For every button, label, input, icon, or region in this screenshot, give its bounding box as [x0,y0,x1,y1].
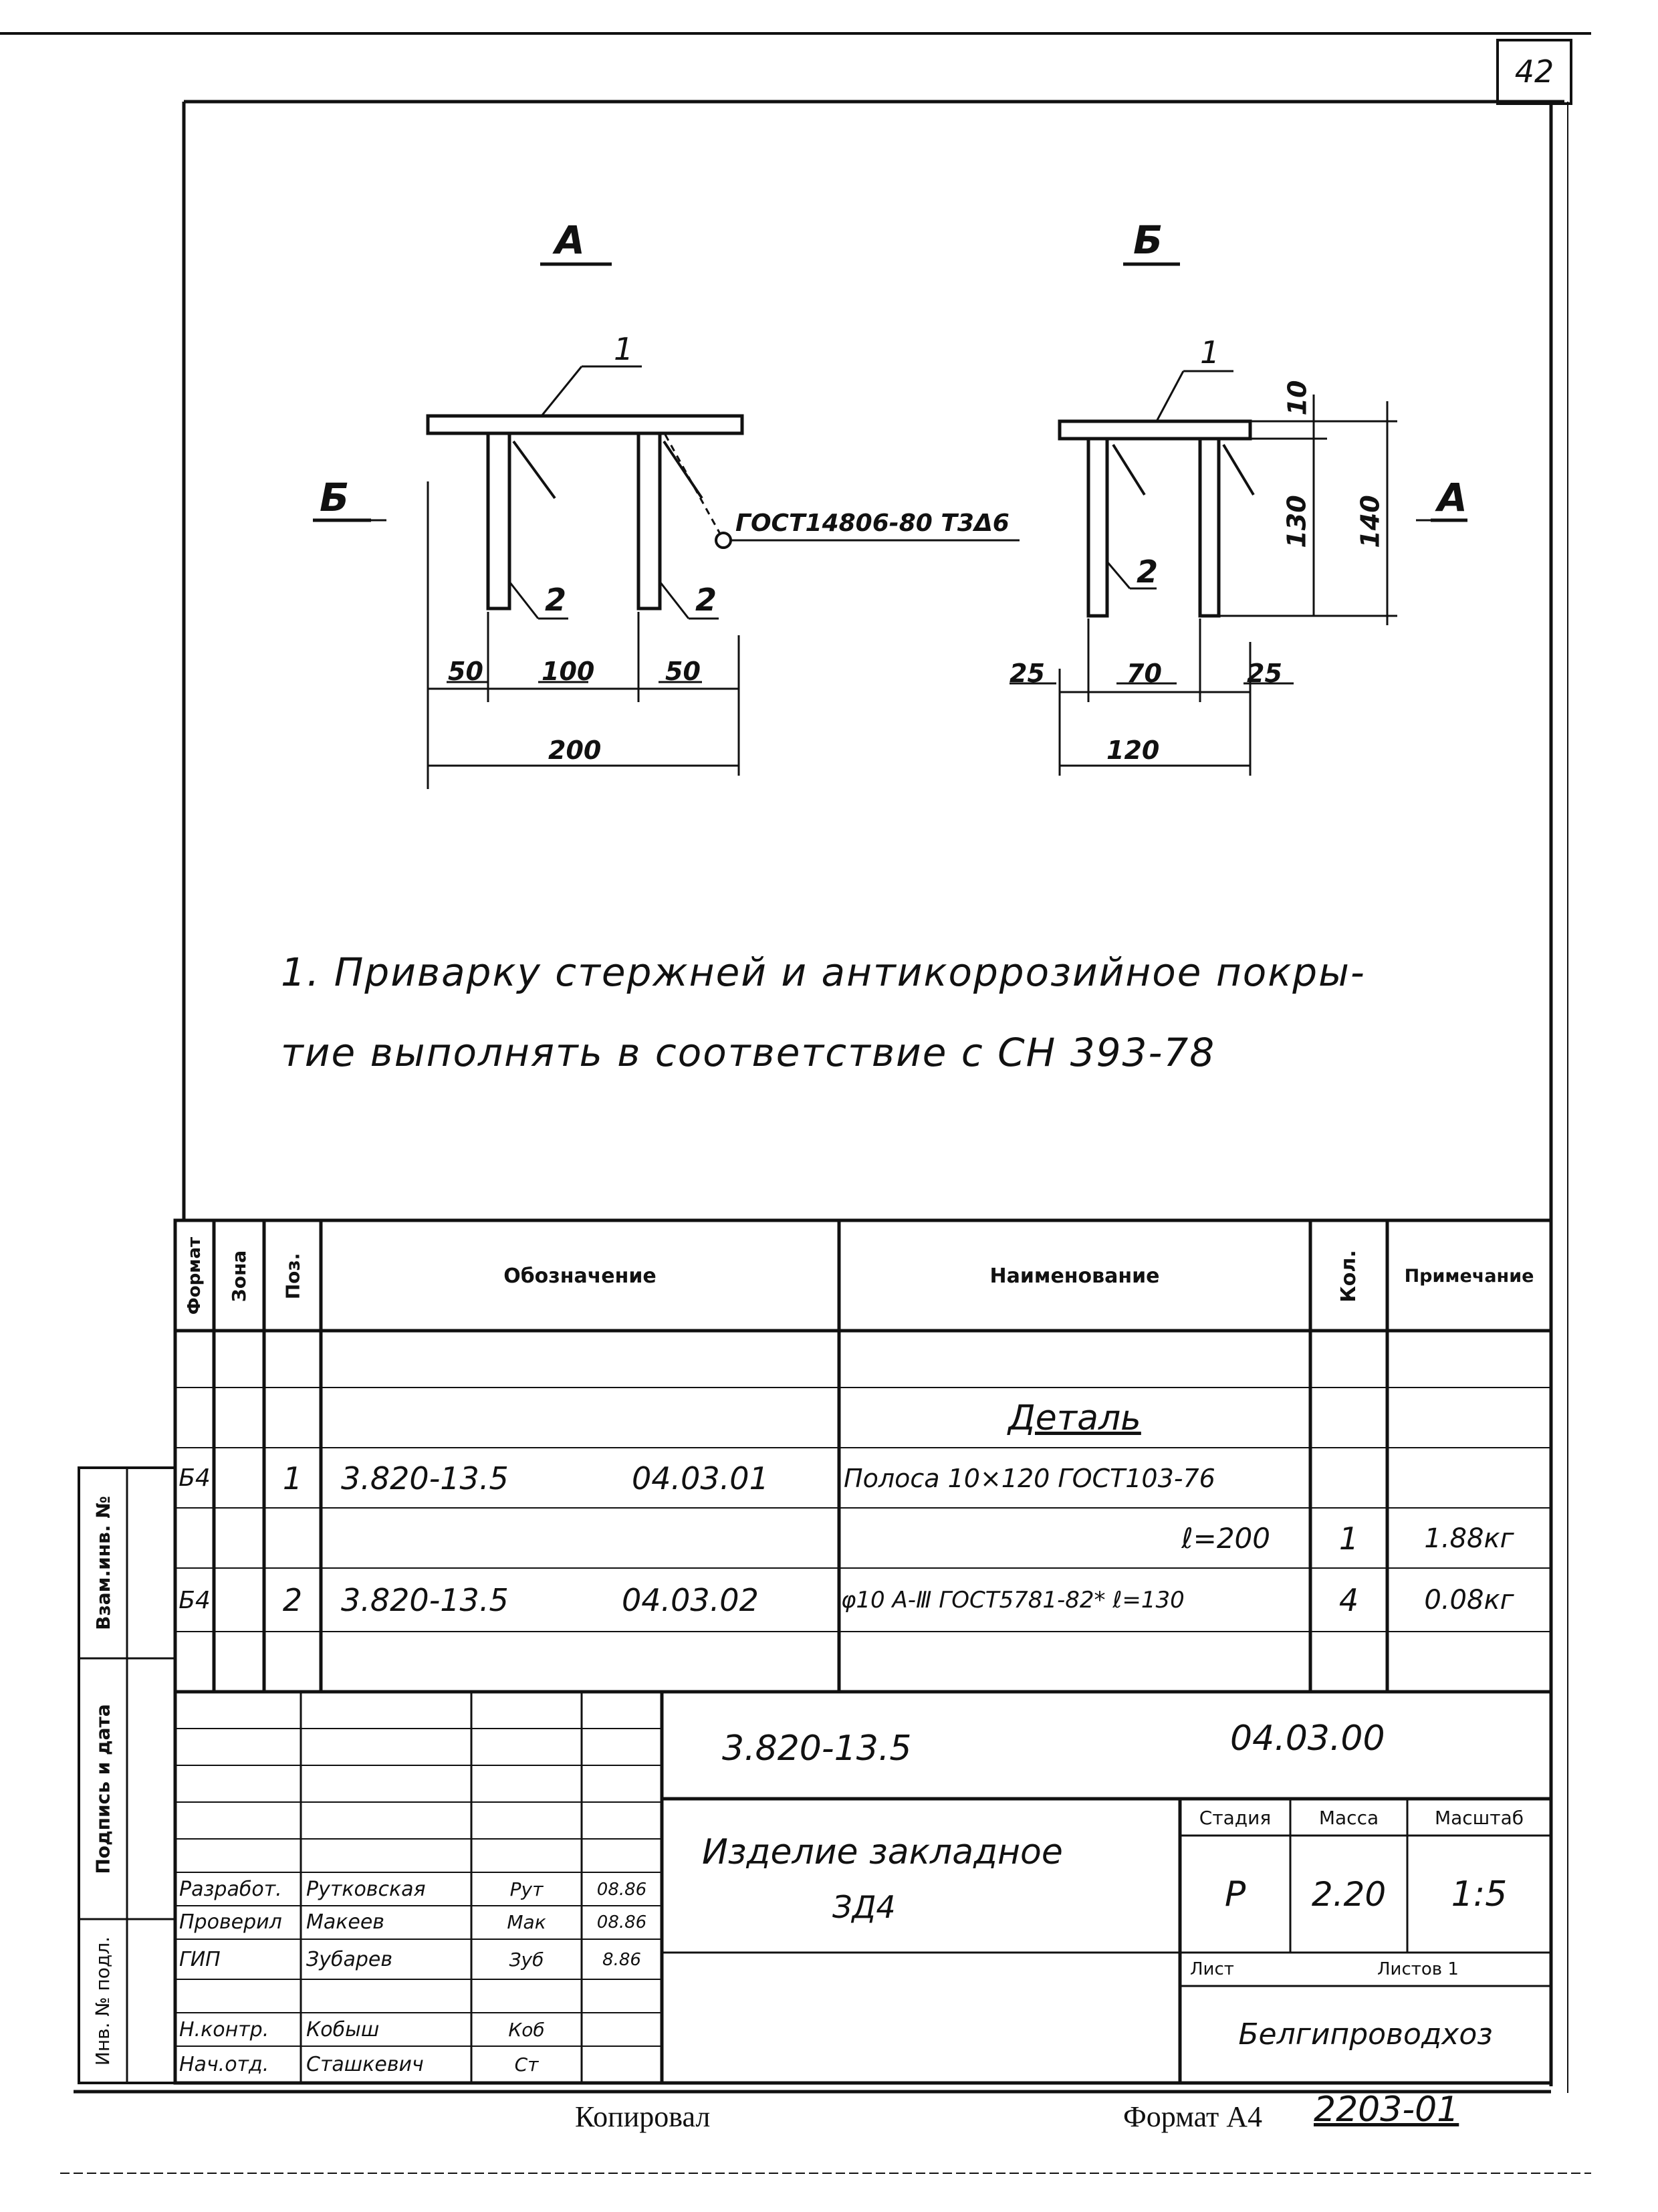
header-pos: Поз. [281,1252,304,1299]
header-zone: Зона [228,1250,250,1302]
sheets-label: Листов 1 [1377,1959,1459,1979]
sign-role-developer: Разработ. [179,1878,282,1901]
section-marker-left: Б [320,475,350,520]
doc-code: 3.820-13.5 [722,1729,912,1769]
header-note: Примечание [1404,1265,1534,1287]
dim-130: 130 [1282,495,1312,548]
stage-label: Стадия [1199,1806,1272,1829]
mass-value: 2.20 [1311,1875,1387,1914]
footer-format: Формат А4 [1123,2100,1263,2133]
scale-value: 1:5 [1451,1874,1508,1914]
sign-name-checker: Макеев [306,1910,384,1934]
sign-date-checker: 08.86 [596,1912,647,1932]
sign-role-gip: ГИП [179,1948,221,1971]
doc-code-2: 04.03.00 [1230,1719,1385,1759]
dim-120: 120 [1106,736,1160,765]
footer-copied: Копировал [575,2100,711,2133]
sign-role-dept-head: Нач.отд. [179,2052,269,2076]
dim-140: 140 [1355,495,1385,548]
row3-code2: 04.03.02 [622,1582,759,1618]
header-qty: Кол. [1336,1249,1360,1303]
row2-name: ℓ=200 [1181,1522,1270,1555]
sign-name-developer: Рутковская [306,1878,426,1901]
row1-format: Б4 [179,1464,211,1492]
sign-role-norm-control: Н.контр. [179,2017,269,2041]
sign-mark-dept-head: Ст [514,2053,539,2076]
stage-value: Р [1224,1874,1246,1914]
sheet-label: Лист [1190,1959,1234,1979]
row2-note: 1.88кг [1424,1523,1514,1554]
sign-role-checker: Проверил [179,1910,282,1934]
dim-100: 100 [542,657,595,686]
sign-date-gip: 8.86 [602,1949,641,1970]
dim-25-right: 25 [1247,659,1282,688]
mass-label: Масса [1318,1806,1379,1829]
row1-pos: 1 [282,1460,303,1497]
view-b-label: Б [1133,217,1163,263]
row3-pos: 2 [282,1582,303,1618]
row1-code: 3.820-13.5 [341,1460,509,1497]
sign-mark-checker: Мак [507,1911,546,1933]
scale-label: Масштаб [1434,1806,1524,1829]
dim-50-left: 50 [448,657,483,686]
section-title-detail: Деталь [1008,1398,1141,1438]
row1-name: Полоса 10×120 ГОСТ103-76 [844,1463,1215,1493]
position-1-right: 1 [1200,334,1220,370]
sign-name-gip: Зубарев [306,1948,393,1971]
sign-mark-norm-control: Коб [508,2018,545,2041]
margin-signature-date: Подпись и дата [92,1703,114,1874]
position-2-right: 2 [1137,554,1159,590]
row3-name: φ10 А-Ⅲ ГОСТ5781-82* ℓ=130 [841,1587,1185,1614]
section-marker-right: А [1437,475,1467,520]
dim-10: 10 [1282,380,1312,416]
position-2-left-a: 2 [545,582,567,618]
footer-stamp-number: 2203-01 [1314,2090,1459,2130]
header-format: Формат [185,1236,205,1315]
view-a-label: А [555,217,585,263]
dim-70: 70 [1127,659,1162,688]
position-2-left-b: 2 [695,582,717,618]
header-designation: Обозначение [503,1264,657,1288]
note-line-1: 1. Приварку стержней и антикоррозийное покры- [281,950,1366,995]
row2-qty: 1 [1338,1520,1359,1557]
margin-replace-inv: Взам.инв. № [92,1496,114,1630]
organization: Белгипроводхоз [1238,2017,1493,2052]
margin-original-inv: Инв. № подл. [92,1936,114,2066]
row3-format: Б4 [179,1586,211,1614]
note-line-2: тие выполнять в соответствие с СН 393-78 [281,1030,1216,1075]
weld-note: ГОСТ14806-80 Т3Δ6 [735,510,1010,537]
sign-mark-gip: Зуб [509,1949,544,1971]
row3-note: 0.08кг [1424,1585,1514,1616]
sign-name-norm-control: Кобыш [306,2017,380,2041]
sign-name-dept-head: Сташкевич [306,2052,424,2076]
row3-code: 3.820-13.5 [341,1582,509,1618]
view-b-drawing [1010,264,1467,776]
header-name: Наименование [989,1264,1160,1288]
product-code: ЗД4 [832,1889,896,1925]
row3-qty: 4 [1338,1582,1359,1618]
sign-mark-developer: Рут [509,1878,544,1900]
dim-50-right: 50 [665,657,701,686]
product-title: Изделие закладное [702,1832,1063,1872]
sheet-number: 42 [1514,53,1554,90]
position-1-left: 1 [614,331,634,367]
dim-200: 200 [548,736,602,765]
row1-code2: 04.03.01 [632,1460,769,1497]
dim-25-left: 25 [1010,659,1045,688]
sign-date-developer: 08.86 [596,1879,647,1900]
